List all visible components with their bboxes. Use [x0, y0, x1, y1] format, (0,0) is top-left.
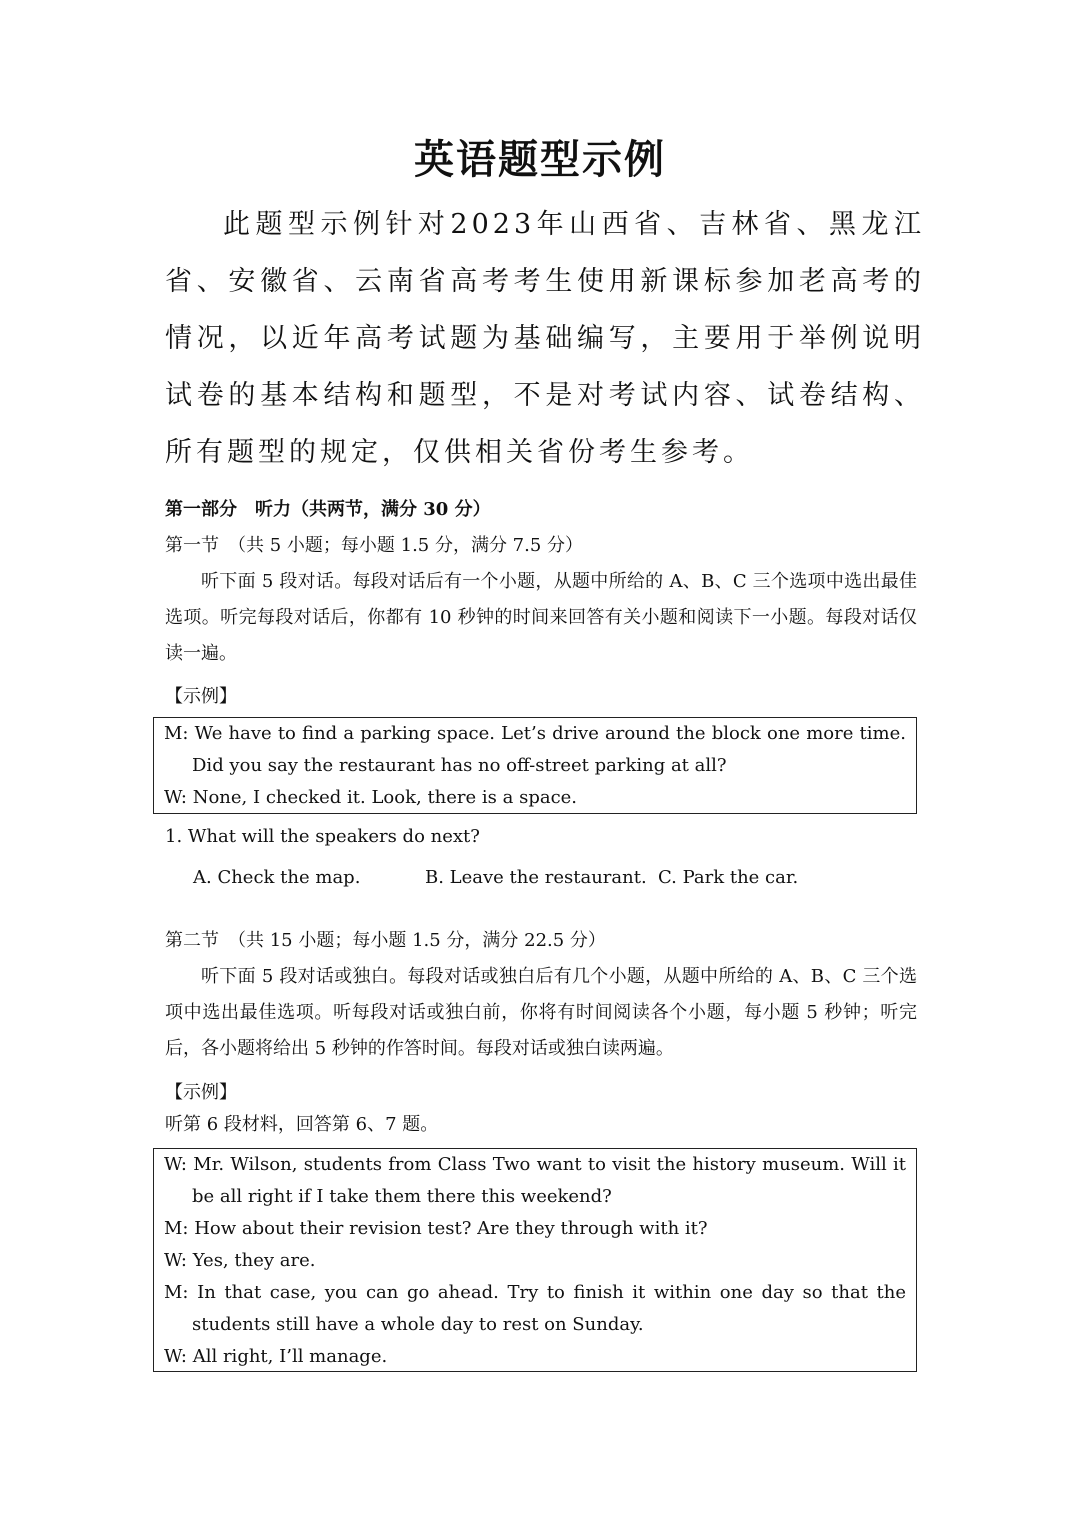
- part1-heading: 第一部分 听力（共两节，满分 30 分）: [165, 499, 491, 520]
- dialogue-turn: W: All right, I’ll manage.: [164, 1346, 388, 1367]
- question-1-options: [193, 866, 913, 892]
- section2-example-label: 【示例】: [165, 1082, 237, 1103]
- material-note: 听第 6 段材料，回答第 6、7 题。: [165, 1114, 439, 1135]
- intro-paragraph: 此题型示例针对2023年山西省、吉林省、黑龙江省、安徽省、云南省高考考生使用新课标参加老高考的情况，以近年高考试题为基础编写，主要用于举例说明试卷的基本结构和题型，不是对考试内容、试卷结构、所有题型的规定，仅供相关省份考生参考。: [165, 209, 925, 468]
- section2-dialogue-box: [153, 1148, 917, 1372]
- dialogue-turn: W: Yes, they are.: [164, 1250, 316, 1271]
- option-b: B. Leave the restaurant.: [425, 867, 647, 888]
- section1-dialogue-box: [153, 717, 917, 814]
- option-c: C. Park the car.: [658, 867, 799, 888]
- dialogue-turn: M: We have to find a parking space. Let’s drive around the block one more time. Did you say the restaurant has no off-street parking at all?: [164, 723, 906, 776]
- dialogue-turn: W: None, I checked it. Look, there is a space.: [164, 787, 578, 808]
- dialogue-turn: M: In that case, you can go ahead. Try to finish it within one day so that the students still have a whole day to rest on Sunday.: [164, 1282, 906, 1335]
- section2-instructions: 听下面 5 段对话或独白。每段对话或独白后有几个小题，从题中所给的 A、B、C 三个选项中选出最佳选项。听每段对话或独白前，你将有时间阅读各个小题，每小题 5 秒钟；听完后，各小题将给出 5 秒钟的作答时间。每段对话或独白读两遍。: [165, 966, 917, 1059]
- section1-example-label: 【示例】: [165, 686, 237, 707]
- dialogue-turn: M: How about their revision test? Are they through with it?: [164, 1218, 708, 1239]
- section1-instructions: 听下面 5 段对话。每段对话后有一个小题，从题中所给的 A、B、C 三个选项中选出最佳选项。听完每段对话后，你都有 10 秒钟的时间来回答有关小题和阅读下一小题。每段对话仅读一遍。: [165, 571, 917, 664]
- section2-heading: 第二节 （共 15 小题；每小题 1.5 分，满分 22.5 分）: [165, 930, 606, 951]
- dialogue-turn: W: Mr. Wilson, students from Class Two want to visit the history museum. Will it be all right if I take them there this weekend?: [164, 1154, 906, 1207]
- option-a: A. Check the map.: [193, 867, 361, 888]
- section1-heading: 第一节 （共 5 小题；每小题 1.5 分，满分 7.5 分）: [165, 535, 584, 556]
- page-title: 英语题型示例: [414, 136, 666, 183]
- question-1: 1. What will the speakers do next?: [165, 826, 480, 847]
